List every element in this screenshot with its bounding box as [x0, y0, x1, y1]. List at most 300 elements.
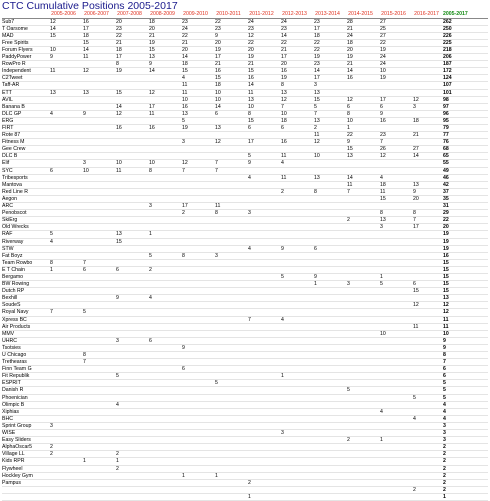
season-cell: 3	[278, 430, 311, 437]
season-cell	[146, 359, 179, 366]
table-row	[2, 401, 488, 408]
season-cell	[47, 195, 80, 202]
table-row	[2, 451, 488, 458]
season-cell: 2	[113, 451, 146, 458]
season-cell: 8	[410, 210, 443, 217]
total-cell: 68	[443, 146, 488, 153]
total-cell: 5	[443, 394, 488, 401]
season-cell: 7	[179, 167, 212, 174]
season-cell	[311, 401, 344, 408]
season-cell: 21	[278, 46, 311, 53]
season-cell	[80, 224, 113, 231]
total-cell: 4	[443, 415, 488, 422]
season-cell: 18	[113, 46, 146, 53]
table-row	[2, 75, 488, 82]
season-cell: 21	[212, 61, 245, 68]
season-cell: 9	[113, 295, 146, 302]
season-cell	[212, 337, 245, 344]
season-cell	[311, 352, 344, 359]
page-title: CTC Cumulative Positions 2005-2017	[2, 0, 178, 12]
season-cell	[146, 323, 179, 330]
season-cell	[47, 203, 80, 210]
header-season: 2008-2009	[146, 11, 179, 18]
season-cell	[410, 259, 443, 266]
team-name: STW	[2, 245, 47, 252]
season-cell	[113, 281, 146, 288]
season-cell	[311, 195, 344, 202]
season-cell	[47, 408, 80, 415]
season-cell	[245, 352, 278, 359]
season-cell	[278, 146, 311, 153]
season-cell: 10	[47, 46, 80, 53]
season-cell	[377, 323, 410, 330]
team-name: Bexhill	[2, 295, 47, 302]
team-name: Danish R	[2, 387, 47, 394]
table-row	[2, 394, 488, 401]
table-row	[2, 415, 488, 422]
table-row	[2, 146, 488, 153]
season-cell	[80, 103, 113, 110]
season-cell	[47, 188, 80, 195]
season-cell	[410, 75, 443, 82]
season-cell: 2	[179, 210, 212, 217]
season-cell	[278, 387, 311, 394]
season-cell	[113, 217, 146, 224]
season-cell	[410, 373, 443, 380]
season-cell	[113, 117, 146, 124]
total-cell: 11	[443, 316, 488, 323]
season-cell	[212, 458, 245, 465]
season-cell: 7	[344, 188, 377, 195]
season-cell	[146, 245, 179, 252]
team-name: Air Products	[2, 323, 47, 330]
season-cell	[146, 352, 179, 359]
season-cell: 13	[311, 117, 344, 124]
season-cell: 4	[278, 160, 311, 167]
season-cell	[146, 302, 179, 309]
season-cell: 27	[410, 146, 443, 153]
team-name: Trethearas	[2, 359, 47, 366]
total-cell: 3	[443, 437, 488, 444]
season-cell	[80, 295, 113, 302]
season-cell	[245, 231, 278, 238]
season-cell: 7	[80, 359, 113, 366]
season-cell	[410, 174, 443, 181]
season-cell	[311, 181, 344, 188]
season-cell	[278, 181, 311, 188]
season-cell	[410, 273, 443, 280]
season-cell: 5	[311, 103, 344, 110]
total-cell: 187	[443, 61, 488, 68]
season-cell	[47, 472, 80, 479]
team-name: Phoenician	[2, 394, 47, 401]
season-cell	[179, 281, 212, 288]
season-cell	[344, 366, 377, 373]
total-cell: 22	[443, 217, 488, 224]
season-cell: 3	[179, 139, 212, 146]
team-name: Pampus	[2, 479, 47, 486]
season-cell: 16	[377, 117, 410, 124]
season-cell	[311, 387, 344, 394]
season-cell	[146, 451, 179, 458]
season-cell	[344, 203, 377, 210]
season-cell	[278, 337, 311, 344]
season-cell	[377, 380, 410, 387]
season-cell	[212, 493, 245, 500]
total-cell: 4	[443, 401, 488, 408]
total-cell: 98	[443, 96, 488, 103]
season-cell: 14	[80, 46, 113, 53]
season-cell: 8	[278, 82, 311, 89]
season-cell: 10	[377, 330, 410, 337]
season-cell: 15	[146, 46, 179, 53]
season-cell	[410, 139, 443, 146]
season-cell	[245, 394, 278, 401]
season-cell	[278, 458, 311, 465]
season-cell	[410, 366, 443, 373]
season-cell	[311, 430, 344, 437]
season-cell	[278, 295, 311, 302]
season-cell: 12	[146, 89, 179, 96]
season-cell	[212, 153, 245, 160]
team-name: Penobscot	[2, 210, 47, 217]
season-cell	[47, 153, 80, 160]
season-cell: 19	[146, 39, 179, 46]
season-cell	[47, 75, 80, 82]
season-cell	[179, 451, 212, 458]
season-cell	[311, 259, 344, 266]
header-season: 2005-2006	[47, 11, 80, 18]
season-cell: 12	[311, 139, 344, 146]
season-cell	[80, 330, 113, 337]
season-cell	[377, 394, 410, 401]
season-cell	[179, 415, 212, 422]
season-cell	[311, 238, 344, 245]
season-cell	[410, 245, 443, 252]
season-cell	[311, 344, 344, 351]
season-cell: 6	[278, 125, 311, 132]
season-cell: 13	[377, 217, 410, 224]
season-cell: 19	[377, 46, 410, 53]
team-name: Flywheel	[2, 465, 47, 472]
season-cell: 2	[344, 217, 377, 224]
season-cell	[80, 415, 113, 422]
season-cell	[410, 160, 443, 167]
season-cell	[212, 188, 245, 195]
season-cell	[278, 394, 311, 401]
season-cell	[212, 387, 245, 394]
season-cell	[311, 479, 344, 486]
season-cell	[212, 238, 245, 245]
cumulative-positions-table	[2, 11, 488, 501]
season-cell	[47, 430, 80, 437]
season-cell	[80, 117, 113, 124]
team-name: Banana B	[2, 103, 47, 110]
total-cell: 206	[443, 54, 488, 61]
season-cell: 11	[179, 82, 212, 89]
season-cell	[146, 132, 179, 139]
season-cell: 13	[179, 110, 212, 117]
season-cell	[80, 245, 113, 252]
season-cell	[113, 195, 146, 202]
season-cell: 6	[179, 366, 212, 373]
season-cell: 2	[47, 444, 80, 451]
season-cell	[179, 437, 212, 444]
season-cell	[113, 96, 146, 103]
season-cell: 14	[245, 82, 278, 89]
season-cell: 3	[377, 224, 410, 231]
season-cell: 8	[311, 188, 344, 195]
season-cell	[377, 252, 410, 259]
team-name: RAF	[2, 231, 47, 238]
season-cell	[245, 266, 278, 273]
season-cell	[80, 146, 113, 153]
season-cell	[278, 203, 311, 210]
season-cell: 22	[179, 32, 212, 39]
season-cell	[245, 437, 278, 444]
season-cell: 5	[113, 373, 146, 380]
season-cell	[245, 359, 278, 366]
season-cell	[377, 288, 410, 295]
season-cell	[146, 153, 179, 160]
season-cell	[278, 231, 311, 238]
season-cell: 7	[212, 167, 245, 174]
header-row	[2, 11, 488, 18]
season-cell	[377, 430, 410, 437]
season-cell	[344, 273, 377, 280]
season-cell	[47, 252, 80, 259]
season-cell	[47, 302, 80, 309]
season-cell	[377, 231, 410, 238]
season-cell	[212, 359, 245, 366]
season-cell	[113, 366, 146, 373]
season-cell	[80, 479, 113, 486]
season-cell	[80, 387, 113, 394]
season-cell	[146, 82, 179, 89]
season-cell: 6	[80, 266, 113, 273]
table-row	[2, 174, 488, 181]
season-cell	[344, 195, 377, 202]
season-cell: 13	[113, 231, 146, 238]
season-cell: 20	[245, 46, 278, 53]
season-cell	[212, 422, 245, 429]
season-cell: 16	[278, 139, 311, 146]
table-row	[2, 359, 488, 366]
team-name: Hockley Gym	[2, 472, 47, 479]
total-cell: 2	[443, 444, 488, 451]
total-cell: 19	[443, 231, 488, 238]
season-cell	[344, 252, 377, 259]
season-cell	[146, 479, 179, 486]
season-cell: 4	[113, 401, 146, 408]
season-cell	[344, 259, 377, 266]
table-row	[2, 231, 488, 238]
season-cell: 10	[278, 110, 311, 117]
season-cell	[245, 259, 278, 266]
season-cell: 24	[377, 61, 410, 68]
season-cell: 2	[311, 125, 344, 132]
table-row	[2, 408, 488, 415]
season-cell	[410, 68, 443, 75]
season-cell	[80, 153, 113, 160]
total-cell: 8	[443, 352, 488, 359]
season-cell: 20	[344, 46, 377, 53]
season-cell	[80, 316, 113, 323]
season-cell	[311, 437, 344, 444]
table-row	[2, 479, 488, 486]
team-name: Xiphias	[2, 408, 47, 415]
total-cell: 15	[443, 288, 488, 295]
season-cell	[245, 323, 278, 330]
season-cell	[146, 238, 179, 245]
table-row	[2, 181, 488, 188]
season-cell	[344, 486, 377, 493]
season-cell	[179, 259, 212, 266]
season-cell: 6	[47, 167, 80, 174]
season-cell: 22	[311, 46, 344, 53]
season-cell: 12	[410, 302, 443, 309]
season-cell	[179, 380, 212, 387]
season-cell: 7	[245, 316, 278, 323]
season-cell	[377, 373, 410, 380]
season-cell: 22	[113, 32, 146, 39]
season-cell	[311, 252, 344, 259]
season-cell	[80, 394, 113, 401]
season-cell: 20	[278, 61, 311, 68]
season-cell	[146, 394, 179, 401]
team-name: Fit Republik	[2, 373, 47, 380]
season-cell: 8	[344, 110, 377, 117]
season-cell	[146, 401, 179, 408]
season-cell	[47, 132, 80, 139]
season-cell	[146, 444, 179, 451]
season-cell: 11	[245, 89, 278, 96]
season-cell: 21	[113, 39, 146, 46]
season-cell	[80, 493, 113, 500]
season-cell	[278, 167, 311, 174]
season-cell: 23	[311, 61, 344, 68]
table-row	[2, 387, 488, 394]
team-name: Aegon	[2, 195, 47, 202]
team-name: WISE	[2, 430, 47, 437]
season-cell: 5	[377, 281, 410, 288]
total-cell: 6	[443, 373, 488, 380]
total-cell: 7	[443, 359, 488, 366]
season-cell	[278, 224, 311, 231]
season-cell: 11	[278, 174, 311, 181]
team-name: PaddyPower	[2, 54, 47, 61]
season-cell	[245, 444, 278, 451]
season-cell	[245, 430, 278, 437]
season-cell: 9	[410, 188, 443, 195]
season-cell: 12	[278, 96, 311, 103]
season-cell	[278, 330, 311, 337]
season-cell	[80, 437, 113, 444]
season-cell	[245, 238, 278, 245]
season-cell	[47, 479, 80, 486]
table-row	[2, 139, 488, 146]
table-row	[2, 18, 488, 25]
season-cell	[377, 352, 410, 359]
season-cell: 14	[212, 103, 245, 110]
season-cell	[113, 330, 146, 337]
season-cell	[80, 422, 113, 429]
total-cell: 124	[443, 75, 488, 82]
total-cell: 16	[443, 252, 488, 259]
season-cell: 21	[344, 25, 377, 32]
season-cell	[410, 61, 443, 68]
season-cell: 6	[113, 266, 146, 273]
table-row	[2, 259, 488, 266]
table-row	[2, 61, 488, 68]
table-row	[2, 217, 488, 224]
season-cell	[344, 380, 377, 387]
season-cell	[410, 167, 443, 174]
total-cell: 5	[443, 387, 488, 394]
season-cell	[410, 238, 443, 245]
season-cell: 3	[311, 82, 344, 89]
season-cell: 12	[113, 110, 146, 117]
season-cell: 11	[344, 181, 377, 188]
season-cell	[146, 472, 179, 479]
season-cell: 5	[212, 380, 245, 387]
table-row	[2, 344, 488, 351]
header-season: 2011-2012	[245, 11, 278, 18]
season-cell	[146, 195, 179, 202]
table-row	[2, 117, 488, 124]
table-row	[2, 366, 488, 373]
season-cell	[113, 394, 146, 401]
season-cell: 15	[410, 288, 443, 295]
season-cell: 6	[311, 245, 344, 252]
table-row	[2, 316, 488, 323]
team-name: C2Tweet	[2, 75, 47, 82]
season-cell: 4	[278, 316, 311, 323]
total-cell: 20	[443, 224, 488, 231]
season-cell	[80, 125, 113, 132]
season-cell	[344, 394, 377, 401]
season-cell: 5	[179, 117, 212, 124]
total-cell: 2	[443, 479, 488, 486]
season-cell	[179, 146, 212, 153]
season-cell	[146, 188, 179, 195]
season-cell	[245, 188, 278, 195]
season-cell	[377, 160, 410, 167]
season-cell	[179, 323, 212, 330]
season-cell: 14	[47, 25, 80, 32]
total-cell: 2	[443, 472, 488, 479]
table-row	[2, 153, 488, 160]
season-cell	[245, 408, 278, 415]
season-cell	[410, 493, 443, 500]
total-cell: 226	[443, 32, 488, 39]
season-cell	[47, 224, 80, 231]
season-cell	[113, 437, 146, 444]
season-cell: 13	[146, 54, 179, 61]
season-cell	[245, 224, 278, 231]
season-cell	[212, 309, 245, 316]
season-cell: 22	[344, 132, 377, 139]
season-cell	[212, 479, 245, 486]
season-cell	[212, 217, 245, 224]
table-row	[2, 245, 488, 252]
season-cell: 3	[344, 281, 377, 288]
season-cell	[47, 210, 80, 217]
season-cell	[278, 422, 311, 429]
team-name: Finn Team G	[2, 366, 47, 373]
season-cell: 12	[410, 96, 443, 103]
season-cell	[344, 344, 377, 351]
